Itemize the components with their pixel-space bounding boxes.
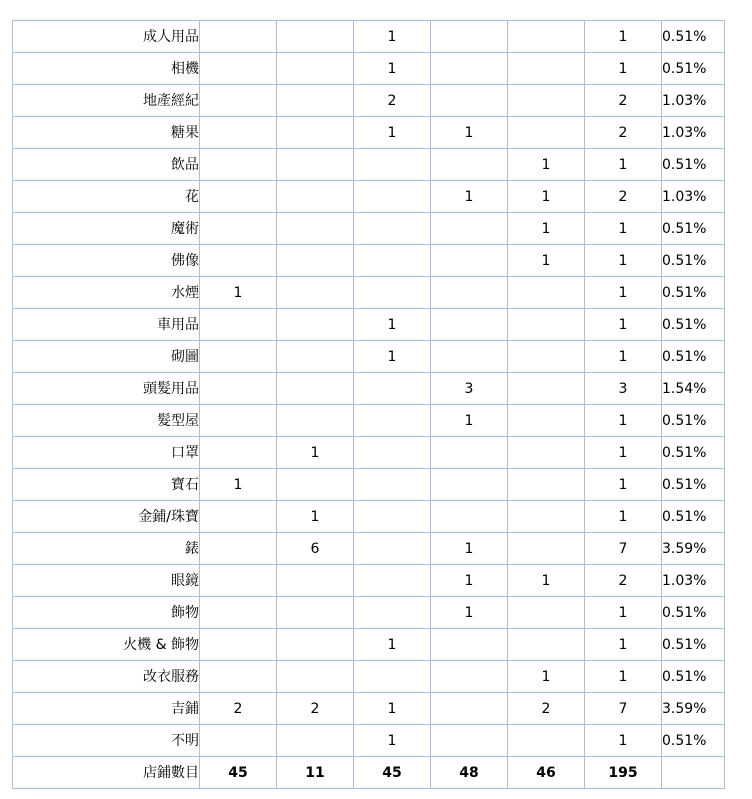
count-cell-c4: 1 xyxy=(431,565,508,597)
count-cell-c1: 1 xyxy=(200,469,277,501)
count-cell-c5: 1 xyxy=(508,213,585,245)
percentage-cell: 0.51% xyxy=(662,469,725,501)
count-cell-c5 xyxy=(508,85,585,117)
count-cell-c4: 48 xyxy=(431,757,508,789)
count-cell-c3 xyxy=(354,277,431,309)
count-cell-c1 xyxy=(200,117,277,149)
percentage-cell: 3.59% xyxy=(662,693,725,725)
table-row xyxy=(13,117,725,149)
percentage-cell: 1.03% xyxy=(662,181,725,213)
table-body xyxy=(13,21,725,789)
count-cell-c1 xyxy=(200,437,277,469)
count-cell-c1 xyxy=(200,21,277,53)
total-row xyxy=(13,757,725,789)
category-label-cell: 不明 xyxy=(13,725,200,757)
count-cell-c2 xyxy=(277,245,354,277)
count-cell-c1: 2 xyxy=(200,693,277,725)
category-label-cell: 佛像 xyxy=(13,245,200,277)
count-cell-c5 xyxy=(508,21,585,53)
count-cell-c1 xyxy=(200,53,277,85)
count-cell-c2 xyxy=(277,629,354,661)
row-total-cell: 1 xyxy=(585,341,662,373)
count-cell-c2: 11 xyxy=(277,757,354,789)
count-cell-c4 xyxy=(431,213,508,245)
row-total-cell: 1 xyxy=(585,21,662,53)
count-cell-c1 xyxy=(200,661,277,693)
count-cell-c3: 1 xyxy=(354,693,431,725)
table-row xyxy=(13,405,725,437)
category-label-cell: 飲品 xyxy=(13,149,200,181)
count-cell-c3 xyxy=(354,181,431,213)
count-cell-c5 xyxy=(508,437,585,469)
table-row xyxy=(13,469,725,501)
row-total-cell: 1 xyxy=(585,405,662,437)
count-cell-c3 xyxy=(354,533,431,565)
table-row xyxy=(13,85,725,117)
table-row xyxy=(13,341,725,373)
category-label-cell: 頭髮用品 xyxy=(13,373,200,405)
category-label-cell: 飾物 xyxy=(13,597,200,629)
table-row xyxy=(13,565,725,597)
percentage-cell: 0.51% xyxy=(662,597,725,629)
count-cell-c1: 45 xyxy=(200,757,277,789)
row-total-cell: 2 xyxy=(585,85,662,117)
count-cell-c1 xyxy=(200,181,277,213)
row-total-cell: 1 xyxy=(585,437,662,469)
table-row xyxy=(13,277,725,309)
table-container xyxy=(12,20,725,789)
count-cell-c4 xyxy=(431,245,508,277)
count-cell-c4 xyxy=(431,85,508,117)
count-cell-c2 xyxy=(277,597,354,629)
percentage-cell: 1.03% xyxy=(662,85,725,117)
count-cell-c5: 1 xyxy=(508,149,585,181)
count-cell-c4 xyxy=(431,693,508,725)
count-cell-c1 xyxy=(200,629,277,661)
count-cell-c5 xyxy=(508,53,585,85)
category-label-cell: 錶 xyxy=(13,533,200,565)
count-cell-c4 xyxy=(431,437,508,469)
count-cell-c4 xyxy=(431,629,508,661)
count-cell-c4: 1 xyxy=(431,533,508,565)
row-total-cell: 1 xyxy=(585,245,662,277)
row-total-cell: 1 xyxy=(585,53,662,85)
count-cell-c1 xyxy=(200,597,277,629)
count-cell-c5: 1 xyxy=(508,245,585,277)
count-cell-c1 xyxy=(200,309,277,341)
row-total-cell: 195 xyxy=(585,757,662,789)
shop-category-table xyxy=(12,20,725,789)
row-total-cell: 2 xyxy=(585,181,662,213)
category-label-cell: 金鋪/珠寶 xyxy=(13,501,200,533)
count-cell-c5 xyxy=(508,373,585,405)
count-cell-c4 xyxy=(431,501,508,533)
count-cell-c3 xyxy=(354,149,431,181)
count-cell-c1 xyxy=(200,341,277,373)
row-total-cell: 2 xyxy=(585,565,662,597)
category-label-cell: 寶石 xyxy=(13,469,200,501)
count-cell-c3 xyxy=(354,661,431,693)
count-cell-c5 xyxy=(508,597,585,629)
table-row xyxy=(13,437,725,469)
count-cell-c2 xyxy=(277,117,354,149)
percentage-cell: 0.51% xyxy=(662,277,725,309)
row-total-cell: 1 xyxy=(585,469,662,501)
count-cell-c5 xyxy=(508,469,585,501)
row-total-cell: 7 xyxy=(585,533,662,565)
percentage-cell: 1.03% xyxy=(662,117,725,149)
table-row xyxy=(13,245,725,277)
count-cell-c2 xyxy=(277,149,354,181)
count-cell-c3: 1 xyxy=(354,725,431,757)
count-cell-c3 xyxy=(354,437,431,469)
row-total-cell: 2 xyxy=(585,117,662,149)
count-cell-c3 xyxy=(354,245,431,277)
count-cell-c2 xyxy=(277,661,354,693)
count-cell-c4 xyxy=(431,277,508,309)
count-cell-c5: 1 xyxy=(508,181,585,213)
count-cell-c5 xyxy=(508,405,585,437)
category-label-cell: 水煙 xyxy=(13,277,200,309)
count-cell-c3 xyxy=(354,565,431,597)
count-cell-c3: 1 xyxy=(354,117,431,149)
count-cell-c1 xyxy=(200,725,277,757)
count-cell-c1 xyxy=(200,533,277,565)
category-label-cell: 吉鋪 xyxy=(13,693,200,725)
percentage-cell: 0.51% xyxy=(662,309,725,341)
count-cell-c3 xyxy=(354,373,431,405)
count-cell-c4 xyxy=(431,661,508,693)
percentage-cell: 1.54% xyxy=(662,373,725,405)
table-row xyxy=(13,149,725,181)
row-total-cell: 1 xyxy=(585,725,662,757)
count-cell-c3: 1 xyxy=(354,309,431,341)
count-cell-c1 xyxy=(200,213,277,245)
row-total-cell: 1 xyxy=(585,309,662,341)
count-cell-c2 xyxy=(277,53,354,85)
count-cell-c4 xyxy=(431,469,508,501)
count-cell-c1 xyxy=(200,405,277,437)
percentage-cell: 0.51% xyxy=(662,21,725,53)
category-label-cell: 糖果 xyxy=(13,117,200,149)
table-row xyxy=(13,501,725,533)
row-total-cell: 1 xyxy=(585,277,662,309)
table-row xyxy=(13,373,725,405)
count-cell-c4: 1 xyxy=(431,117,508,149)
table-row xyxy=(13,629,725,661)
count-cell-c5: 1 xyxy=(508,661,585,693)
count-cell-c2 xyxy=(277,213,354,245)
count-cell-c2 xyxy=(277,373,354,405)
count-cell-c4 xyxy=(431,21,508,53)
percentage-cell: 0.51% xyxy=(662,725,725,757)
table-row xyxy=(13,661,725,693)
row-total-cell: 1 xyxy=(585,597,662,629)
count-cell-c2 xyxy=(277,85,354,117)
count-cell-c3 xyxy=(354,405,431,437)
count-cell-c3: 1 xyxy=(354,629,431,661)
count-cell-c5 xyxy=(508,341,585,373)
percentage-cell: 0.51% xyxy=(662,629,725,661)
category-label-cell: 口罩 xyxy=(13,437,200,469)
count-cell-c2 xyxy=(277,341,354,373)
count-cell-c4 xyxy=(431,725,508,757)
percentage-cell: 0.51% xyxy=(662,501,725,533)
count-cell-c1 xyxy=(200,565,277,597)
count-cell-c4: 1 xyxy=(431,405,508,437)
count-cell-c4 xyxy=(431,341,508,373)
category-label-cell: 花 xyxy=(13,181,200,213)
category-label-cell: 相機 xyxy=(13,53,200,85)
count-cell-c2 xyxy=(277,469,354,501)
count-cell-c1 xyxy=(200,373,277,405)
row-total-cell: 1 xyxy=(585,501,662,533)
count-cell-c4: 3 xyxy=(431,373,508,405)
percentage-cell: 0.51% xyxy=(662,149,725,181)
row-total-cell: 1 xyxy=(585,149,662,181)
count-cell-c1 xyxy=(200,501,277,533)
count-cell-c5: 1 xyxy=(508,565,585,597)
total-label-cell: 店鋪數目 xyxy=(13,757,200,789)
count-cell-c4 xyxy=(431,149,508,181)
category-label-cell: 魔術 xyxy=(13,213,200,245)
table-row xyxy=(13,181,725,213)
count-cell-c3: 1 xyxy=(354,53,431,85)
count-cell-c3 xyxy=(354,597,431,629)
percentage-cell: 0.51% xyxy=(662,245,725,277)
count-cell-c5 xyxy=(508,277,585,309)
category-label-cell: 車用品 xyxy=(13,309,200,341)
count-cell-c5: 2 xyxy=(508,693,585,725)
count-cell-c2: 1 xyxy=(277,437,354,469)
count-cell-c2 xyxy=(277,309,354,341)
count-cell-c2 xyxy=(277,21,354,53)
count-cell-c1 xyxy=(200,85,277,117)
count-cell-c5 xyxy=(508,629,585,661)
row-total-cell: 1 xyxy=(585,213,662,245)
percentage-cell: 0.51% xyxy=(662,661,725,693)
category-label-cell: 成人用品 xyxy=(13,21,200,53)
count-cell-c3 xyxy=(354,469,431,501)
row-total-cell: 1 xyxy=(585,661,662,693)
category-label-cell: 火機 & 飾物 xyxy=(13,629,200,661)
category-label-cell: 改衣服務 xyxy=(13,661,200,693)
percentage-cell: 0.51% xyxy=(662,437,725,469)
count-cell-c3 xyxy=(354,213,431,245)
table-row xyxy=(13,53,725,85)
count-cell-c3: 1 xyxy=(354,21,431,53)
category-label-cell: 砌圖 xyxy=(13,341,200,373)
table-row xyxy=(13,725,725,757)
percentage-cell: 1.03% xyxy=(662,565,725,597)
count-cell-c2: 6 xyxy=(277,533,354,565)
count-cell-c2 xyxy=(277,565,354,597)
table-row xyxy=(13,309,725,341)
count-cell-c5 xyxy=(508,117,585,149)
count-cell-c4: 1 xyxy=(431,597,508,629)
table-row xyxy=(13,21,725,53)
count-cell-c5 xyxy=(508,309,585,341)
table-row xyxy=(13,213,725,245)
percentage-cell: 0.51% xyxy=(662,53,725,85)
row-total-cell: 3 xyxy=(585,373,662,405)
category-label-cell: 眼鏡 xyxy=(13,565,200,597)
table-row xyxy=(13,597,725,629)
count-cell-c2: 1 xyxy=(277,501,354,533)
percentage-cell: 0.51% xyxy=(662,341,725,373)
count-cell-c3: 2 xyxy=(354,85,431,117)
count-cell-c1 xyxy=(200,245,277,277)
count-cell-c3 xyxy=(354,501,431,533)
count-cell-c3: 1 xyxy=(354,341,431,373)
count-cell-c4 xyxy=(431,53,508,85)
count-cell-c2 xyxy=(277,181,354,213)
percentage-cell: 3.59% xyxy=(662,533,725,565)
table-row xyxy=(13,693,725,725)
count-cell-c5 xyxy=(508,501,585,533)
row-total-cell: 7 xyxy=(585,693,662,725)
row-total-cell: 1 xyxy=(585,629,662,661)
category-label-cell: 地產經紀 xyxy=(13,85,200,117)
percentage-cell xyxy=(662,757,725,789)
count-cell-c5 xyxy=(508,725,585,757)
count-cell-c2 xyxy=(277,725,354,757)
count-cell-c1 xyxy=(200,149,277,181)
count-cell-c2 xyxy=(277,277,354,309)
count-cell-c5: 46 xyxy=(508,757,585,789)
table-row xyxy=(13,533,725,565)
count-cell-c3: 45 xyxy=(354,757,431,789)
percentage-cell: 0.51% xyxy=(662,213,725,245)
count-cell-c1: 1 xyxy=(200,277,277,309)
count-cell-c2 xyxy=(277,405,354,437)
category-label-cell: 髮型屋 xyxy=(13,405,200,437)
count-cell-c5 xyxy=(508,533,585,565)
count-cell-c4 xyxy=(431,309,508,341)
count-cell-c4: 1 xyxy=(431,181,508,213)
count-cell-c2: 2 xyxy=(277,693,354,725)
percentage-cell: 0.51% xyxy=(662,405,725,437)
